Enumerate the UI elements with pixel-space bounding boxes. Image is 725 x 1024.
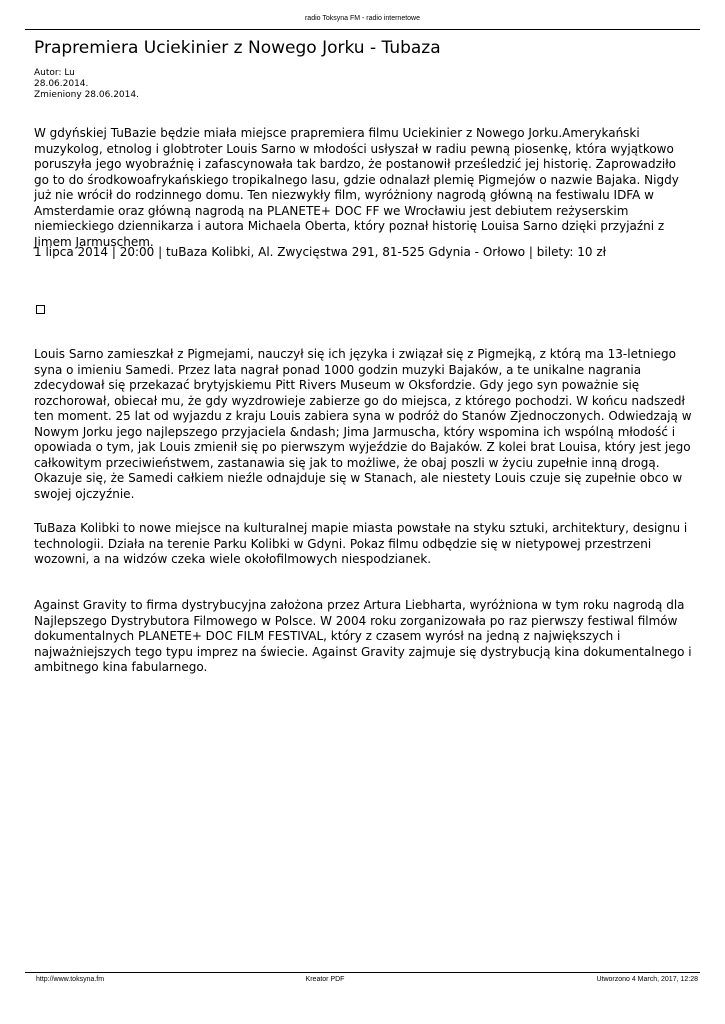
footer-divider bbox=[25, 972, 700, 973]
article-paragraph: W gdyńskiej TuBazie będzie miała miejsce prapremiera filmu Uciekinier z Nowego Jorku.Amerykański muzykolog, etnolog i globtroter Louis Sarno w młodości usłyszał w radiu pewną piosenkę, która wyjątkowo poruszyła jego wyobraźnię i zafascynowała tak bardzo, że postanowił prześledzić jej historię. Zaprowadziło go to do środkowoafrykańskiego tropikalnego lasu, gdzie odnalazł plemię Pigmejów o nazwie Bajaka. Nigdy już nie wrócił do rodzinnego domu. Ten niezwykły film, wyróżniony nagrodą główną na festiwalu IDFA w Amsterdamie oraz główną nagrodą na PLANETE+ DOC FF we Wrocławiu jest debiutem reżyserskim niemieckiego dziennikarza i autora Michaela Oberta, który poznał historię Louisa Sarno dzięki przyjaźni z Jimem Jarmuschem. bbox=[34, 126, 679, 249]
footer-generator: Kreator PDF bbox=[305, 976, 345, 983]
date-line: 28.06.2014. bbox=[34, 79, 89, 89]
event-details: 1 lipca 2014 | 20:00 | tuBaza Kolibki, Al. Zwycięstwa 291, 81-525 Gdynia - Orłowo | bilety: 10 zł bbox=[34, 245, 607, 259]
modified-line: Zmieniony 28.06.2014. bbox=[34, 90, 139, 100]
page-header: radio Toksyna FM - radio internetowe bbox=[304, 15, 421, 22]
article-title: Prapremiera Uciekinier z Nowego Jorku - Tubaza bbox=[34, 38, 441, 58]
header-divider bbox=[25, 29, 700, 30]
missing-image-icon bbox=[36, 305, 45, 314]
article-paragraph: Against Gravity to firma dystrybucyjna założona przez Artura Liebharta, wyróżniona w tym roku nagrodą dla Najlepszego Dystrybutora Filmowego w Polsce. W 2004 roku zorganizowała po raz pierwszy festiwal filmów dokumentalnych PLANETE+ DOC FILM FESTIVAL, który z czasem wyrósł na jedną z największych i najważniejszych tego typu imprez na świecie. Against Gravity zajmuje się dystrybucją kina dokumentalnego i ambitnego kina fabularnego. bbox=[34, 598, 692, 674]
article-meta bbox=[34, 68, 139, 101]
article-paragraph: Louis Sarno zamieszkał z Pigmejami, nauczył się ich języka i związał się z Pigmejką, z którą ma 13-letniego syna o imieniu Samedi. Przez lata nagrał ponad 1000 godzin muzyki Bajaków, a te unikalne nagrania zdecydował się przekazać brytyjskiemu Pitt Rivers Museum w Oksfordzie. Gdy jego syn poważnie się rozchorował, obiecał mu, że gdy wyzdrowieje zabierze go do miejsca, z którego pochodzi. W końcu nadszedł ten moment. 25 lat od wyjazdu z kraju Louis zabiera syna w podróż do Stanów Zjednoczonych. Odwiedzają w Nowym Jorku jego najlepszego przyjaciela &ndash; Jima Jarmuscha, który wspomina ich wspólną młodość i opowiada o tym, jak Louis zmienił się po pierwszym wyjeździe do Bajaków. Z kolei brat Louisa, który jest jego całkowitym przeciwieństwem, zastanawia się jak to możliwe, że obaj poszli w życiu zupełnie inną drogą. Okazuje się, że Samedi całkiem nieźle odnajduje się w Stanach, ale niestety Louis czuje się zupełnie obco w swojej ojczyźnie. bbox=[34, 347, 692, 501]
article-paragraph: TuBaza Kolibki to nowe miejsce na kulturalnej mapie miasta powstałe na styku sztuki, architektury, designu i technologii. Działa na terenie Parku Kolibki w Gdyni. Pokaz filmu odbędzie się w nietypowej przestrzeni wozowni, a na widzów czeka wiele okołofilmowych niespodzianek. bbox=[34, 521, 688, 566]
footer-url: http://www.toksyna.fm bbox=[36, 976, 105, 983]
footer-created: Utworzono 4 March, 2017, 12:28 bbox=[596, 976, 698, 983]
author-line: Autor: Lu bbox=[34, 68, 75, 78]
